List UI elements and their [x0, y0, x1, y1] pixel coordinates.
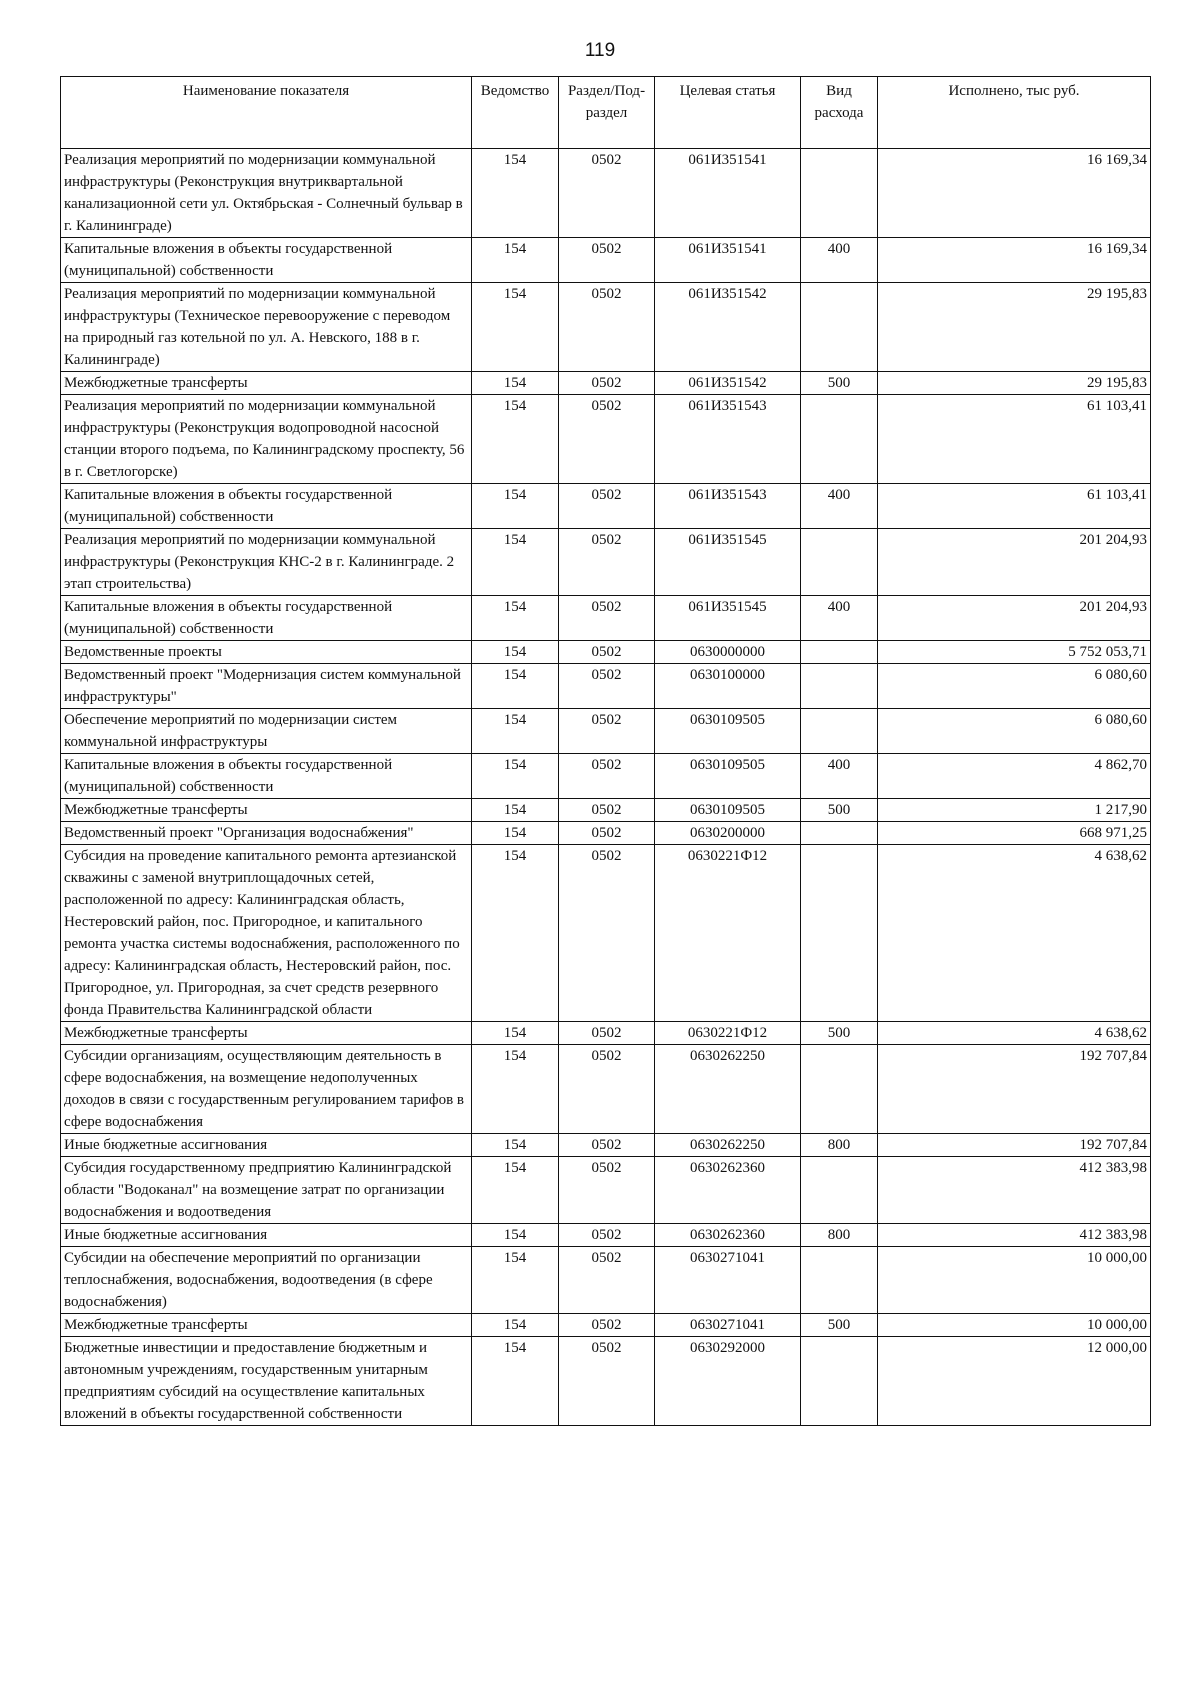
row-target-article: 0630109505: [655, 799, 801, 822]
row-section: 0502: [559, 664, 655, 709]
table-row: [61, 641, 1151, 664]
row-expense-kind: [801, 529, 878, 596]
header-section: Раздел/Под-раздел: [559, 77, 655, 149]
row-target-article: 0630292000: [655, 1337, 801, 1426]
row-target-article: 0630100000: [655, 664, 801, 709]
row-target-article: 061И351543: [655, 395, 801, 484]
row-expense-kind: [801, 283, 878, 372]
table-body: [61, 149, 1151, 1426]
table-row: [61, 845, 1151, 1022]
row-target-article: 061И351541: [655, 238, 801, 283]
row-department: 154: [472, 641, 559, 664]
header-expense-kind: Вид расхода: [801, 77, 878, 149]
row-amount: 16 169,34: [878, 149, 1151, 238]
row-department: 154: [472, 1045, 559, 1134]
row-name: Субсидия на проведение капитального ремонта артезианской скважины с заменой внутриплощадочных сетей, расположенной по адресу: Калининградская область, Нестеровский район, пос. Пригородное, и капитального ремонта участка системы водоснабжения, расположенного по адресу: Калининградская область, Нестеровский район, пос. Пригородное, ул. Пригородная, за счет средств резервного фонда Правительства Калининградской области: [61, 845, 472, 1022]
row-section: 0502: [559, 149, 655, 238]
row-amount: 6 080,60: [878, 709, 1151, 754]
row-department: 154: [472, 754, 559, 799]
row-amount: 6 080,60: [878, 664, 1151, 709]
table-row: [61, 596, 1151, 641]
row-name: Межбюджетные трансферты: [61, 1022, 472, 1045]
row-section: 0502: [559, 709, 655, 754]
row-target-article: 0630262360: [655, 1224, 801, 1247]
row-section: 0502: [559, 1045, 655, 1134]
row-name: Субсидия государственному предприятию Калининградской области "Водоканал" на возмещение затрат по организации водоснабжения и водоотведения: [61, 1157, 472, 1224]
row-expense-kind: [801, 149, 878, 238]
row-amount: 12 000,00: [878, 1337, 1151, 1426]
row-name: Иные бюджетные ассигнования: [61, 1224, 472, 1247]
row-target-article: 0630262360: [655, 1157, 801, 1224]
row-department: 154: [472, 1337, 559, 1426]
row-amount: 61 103,41: [878, 484, 1151, 529]
row-department: 154: [472, 484, 559, 529]
table-row: [61, 1157, 1151, 1224]
row-target-article: 061И351541: [655, 149, 801, 238]
row-section: 0502: [559, 1337, 655, 1426]
table-row: [61, 1247, 1151, 1314]
row-expense-kind: [801, 641, 878, 664]
row-section: 0502: [559, 1314, 655, 1337]
row-amount: 10 000,00: [878, 1247, 1151, 1314]
row-department: 154: [472, 1134, 559, 1157]
row-name: Межбюджетные трансферты: [61, 799, 472, 822]
row-name: Капитальные вложения в объекты государственной (муниципальной) собственности: [61, 754, 472, 799]
row-expense-kind: 400: [801, 484, 878, 529]
row-name: Ведомственные проекты: [61, 641, 472, 664]
row-department: 154: [472, 529, 559, 596]
row-amount: 29 195,83: [878, 283, 1151, 372]
table-row: [61, 1337, 1151, 1426]
row-target-article: 0630221Ф12: [655, 1022, 801, 1045]
row-amount: 201 204,93: [878, 529, 1151, 596]
table-row: [61, 709, 1151, 754]
table-row: [61, 799, 1151, 822]
row-amount: 192 707,84: [878, 1045, 1151, 1134]
row-section: 0502: [559, 1134, 655, 1157]
row-expense-kind: 400: [801, 238, 878, 283]
row-expense-kind: [801, 822, 878, 845]
row-target-article: 061И351543: [655, 484, 801, 529]
row-section: 0502: [559, 822, 655, 845]
row-name: Обеспечение мероприятий по модернизации систем коммунальной инфраструктуры: [61, 709, 472, 754]
row-name: Ведомственный проект "Модернизация систем коммунальной инфраструктуры": [61, 664, 472, 709]
row-section: 0502: [559, 1022, 655, 1045]
row-expense-kind: 800: [801, 1224, 878, 1247]
row-section: 0502: [559, 845, 655, 1022]
row-department: 154: [472, 709, 559, 754]
row-target-article: 0630271041: [655, 1247, 801, 1314]
table-row: [61, 754, 1151, 799]
row-department: 154: [472, 1157, 559, 1224]
row-name: Ведомственный проект "Организация водоснабжения": [61, 822, 472, 845]
row-section: 0502: [559, 372, 655, 395]
row-expense-kind: 500: [801, 372, 878, 395]
row-name: Бюджетные инвестиции и предоставление бюджетным и автономным учреждениям, государственным унитарным предприятиям субсидий на осуществление капитальных вложений в объекты государственной собственности: [61, 1337, 472, 1426]
row-section: 0502: [559, 529, 655, 596]
row-expense-kind: [801, 1157, 878, 1224]
row-department: 154: [472, 1314, 559, 1337]
table-row: [61, 1045, 1151, 1134]
row-name: Субсидии организациям, осуществляющим деятельность в сфере водоснабжения, на возмещение недополученных доходов в связи с государственным регулированием тарифов в сфере водоснабжения: [61, 1045, 472, 1134]
row-amount: 1 217,90: [878, 799, 1151, 822]
row-name: Субсидии на обеспечение мероприятий по организации теплоснабжения, водоснабжения, водоотведения (в сфере водоснабжения): [61, 1247, 472, 1314]
row-section: 0502: [559, 283, 655, 372]
table-row: [61, 149, 1151, 238]
row-amount: 201 204,93: [878, 596, 1151, 641]
table-row: [61, 1224, 1151, 1247]
row-department: 154: [472, 395, 559, 484]
row-amount: 16 169,34: [878, 238, 1151, 283]
row-section: 0502: [559, 395, 655, 484]
row-department: 154: [472, 149, 559, 238]
row-section: 0502: [559, 596, 655, 641]
row-expense-kind: 400: [801, 596, 878, 641]
budget-table: [60, 76, 1151, 1426]
row-name: Капитальные вложения в объекты государственной (муниципальной) собственности: [61, 484, 472, 529]
row-department: 154: [472, 799, 559, 822]
row-amount: 61 103,41: [878, 395, 1151, 484]
row-target-article: 0630109505: [655, 709, 801, 754]
header-amount: Исполнено, тыс руб.: [878, 77, 1151, 149]
row-amount: 29 195,83: [878, 372, 1151, 395]
row-amount: 412 383,98: [878, 1224, 1151, 1247]
row-department: 154: [472, 1247, 559, 1314]
row-amount: 4 638,62: [878, 845, 1151, 1022]
table-row: [61, 372, 1151, 395]
row-section: 0502: [559, 799, 655, 822]
row-target-article: 0630262250: [655, 1134, 801, 1157]
header-target-article: Целевая статья: [655, 77, 801, 149]
row-expense-kind: [801, 1045, 878, 1134]
row-amount: 192 707,84: [878, 1134, 1151, 1157]
header-department: Ведомство: [472, 77, 559, 149]
row-name: Капитальные вложения в объекты государственной (муниципальной) собственности: [61, 596, 472, 641]
row-target-article: 061И351542: [655, 283, 801, 372]
table-row: [61, 1134, 1151, 1157]
row-target-article: 0630109505: [655, 754, 801, 799]
row-department: 154: [472, 822, 559, 845]
table-row: [61, 283, 1151, 372]
row-amount: 412 383,98: [878, 1157, 1151, 1224]
row-expense-kind: [801, 395, 878, 484]
row-name: Реализация мероприятий по модернизации коммунальной инфраструктуры (Реконструкция водопроводной насосной станции второго подъема, по Калининградскому проспекту, 56 в г. Светлогорске): [61, 395, 472, 484]
row-name: Реализация мероприятий по модернизации коммунальной инфраструктуры (Реконструкция внутриквартальной канализационной сети ул. Октябрьская - Солнечный бульвар в г. Калининграде): [61, 149, 472, 238]
row-expense-kind: [801, 1247, 878, 1314]
row-name: Межбюджетные трансферты: [61, 372, 472, 395]
header-name: Наименование показателя: [61, 77, 472, 149]
table-row: [61, 822, 1151, 845]
row-amount: 4 638,62: [878, 1022, 1151, 1045]
row-target-article: 0630271041: [655, 1314, 801, 1337]
row-target-article: 061И351542: [655, 372, 801, 395]
row-name: Реализация мероприятий по модернизации коммунальной инфраструктуры (Техническое перевооружение с переводом на природный газ котельной по ул. А. Невского, 188 в г. Калининграде): [61, 283, 472, 372]
row-expense-kind: [801, 1337, 878, 1426]
row-name: Иные бюджетные ассигнования: [61, 1134, 472, 1157]
table-row: [61, 1314, 1151, 1337]
table-row: [61, 664, 1151, 709]
row-name: Межбюджетные трансферты: [61, 1314, 472, 1337]
row-amount: 668 971,25: [878, 822, 1151, 845]
row-department: 154: [472, 372, 559, 395]
row-amount: 10 000,00: [878, 1314, 1151, 1337]
table-row: [61, 529, 1151, 596]
table-row: [61, 395, 1151, 484]
row-department: 154: [472, 1022, 559, 1045]
row-expense-kind: 500: [801, 1314, 878, 1337]
row-department: 154: [472, 1224, 559, 1247]
row-amount: 5 752 053,71: [878, 641, 1151, 664]
row-expense-kind: [801, 845, 878, 1022]
page-number: 119: [584, 40, 616, 61]
row-expense-kind: 800: [801, 1134, 878, 1157]
table-row: [61, 484, 1151, 529]
row-amount: 4 862,70: [878, 754, 1151, 799]
row-department: 154: [472, 596, 559, 641]
row-section: 0502: [559, 1157, 655, 1224]
header-row: [61, 77, 1151, 149]
row-target-article: 0630200000: [655, 822, 801, 845]
row-expense-kind: 500: [801, 799, 878, 822]
row-section: 0502: [559, 1224, 655, 1247]
row-target-article: 0630262250: [655, 1045, 801, 1134]
row-name: Реализация мероприятий по модернизации коммунальной инфраструктуры (Реконструкция КНС-2 в г. Калининграде. 2 этап строительства): [61, 529, 472, 596]
row-section: 0502: [559, 238, 655, 283]
table-row: [61, 238, 1151, 283]
table-header: [61, 77, 1151, 149]
row-target-article: 0630000000: [655, 641, 801, 664]
row-expense-kind: 500: [801, 1022, 878, 1045]
row-target-article: 0630221Ф12: [655, 845, 801, 1022]
row-department: 154: [472, 283, 559, 372]
row-expense-kind: 400: [801, 754, 878, 799]
table-row: [61, 1022, 1151, 1045]
row-name: Капитальные вложения в объекты государственной (муниципальной) собственности: [61, 238, 472, 283]
row-target-article: 061И351545: [655, 529, 801, 596]
row-expense-kind: [801, 709, 878, 754]
row-department: 154: [472, 664, 559, 709]
row-target-article: 061И351545: [655, 596, 801, 641]
row-department: 154: [472, 238, 559, 283]
row-section: 0502: [559, 754, 655, 799]
row-expense-kind: [801, 664, 878, 709]
row-department: 154: [472, 845, 559, 1022]
row-section: 0502: [559, 484, 655, 529]
row-section: 0502: [559, 1247, 655, 1314]
row-section: 0502: [559, 641, 655, 664]
